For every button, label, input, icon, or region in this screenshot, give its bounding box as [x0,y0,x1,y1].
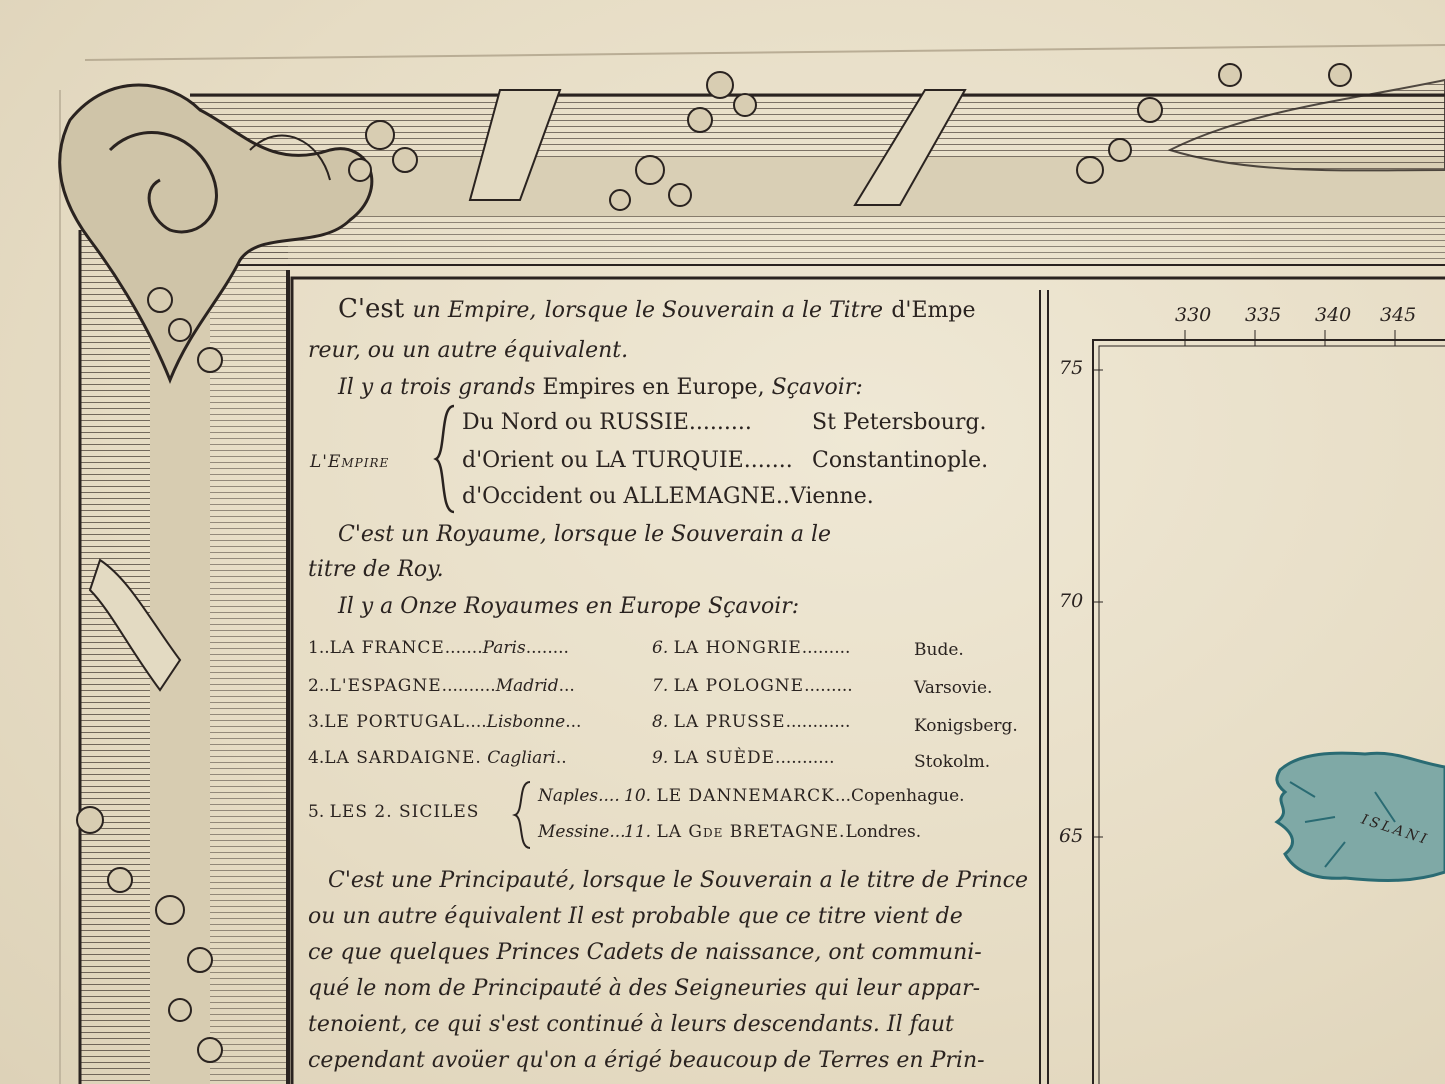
word-scavoir: Sçavoir: [771,375,863,400]
empire-name: d'Orient ou LA TURQUIE [462,448,744,473]
kingdom-number: 10. [624,786,652,806]
royaume-definition-line2: titre de Roy. [308,557,444,582]
kingdom-number: 5. [308,802,325,822]
description-panel [292,282,1044,1084]
map-area [1045,282,1445,1084]
latitude-75: 75 [1059,357,1084,379]
kingdom-name: L'ESPAGNE [329,676,442,696]
kingdom-name: LE DANNEMARCK [656,786,835,806]
kingdom-row-10 [624,786,965,806]
word-cest: C'est [338,294,405,324]
empire-row-allemagne [462,484,874,509]
kingdom-row-9 [652,748,835,768]
phrase-souverain: lorsque le Souverain a le Titre [544,298,884,323]
phrase-empires-europe: Empires en Europe, [542,375,765,400]
kingdom-name: LA PRUSSE [673,712,786,732]
principaute-line4: qué le nom de Principauté à des Seigneuries qui leur appar- [308,976,981,1001]
kingdom-capital: Paris [482,638,526,658]
kingdom-name: LES 2. SICILES [329,802,480,822]
kingdom-name: LA SUÈDE [673,748,776,768]
kingdom-number: 8. [652,712,669,732]
kingdom-row-1 [308,638,569,658]
kingdom-number: 6. [652,638,669,658]
principaute-line1: C'est une Principauté, lorsque le Souverain a le titre de Prince [328,868,1029,893]
brace-icon [432,404,460,514]
iceland-island [1277,753,1445,880]
leader-dots: ......... [688,410,752,435]
leader-dots: ... [565,712,582,732]
kingdom-number: 2.. [308,676,330,696]
capital-naples: Naples.... [538,786,620,806]
leader-dots: ........... [775,748,835,768]
leader-dots: ... [558,676,575,696]
capital-stokolm: Stokolm. [914,752,991,772]
leader-dots: .......... [441,676,496,696]
kingdom-number: 11. [624,822,652,842]
island-label: ISLANI [1359,811,1432,849]
empire-intro-line [338,375,863,400]
leader-dots: .... [465,712,487,732]
leader-dots: ......... [801,638,851,658]
phrase-trois-grands: Il y a trois grands [338,375,536,400]
leader-dots: ........ [525,638,569,658]
royaume-definition-line1: C'est un Royaume, lorsque le Souverain a le [338,522,832,547]
principaute-line2: ou un autre équivalent Il est probable que ce titre vient de [308,904,963,929]
empire-definition-line2: reur, ou un autre équivalent. [308,338,629,363]
principaute-line6: cependant avoüer qu'on a érigé beaucoup de Terres en Prin- [308,1048,985,1073]
kingdom-capital: Cagliari [487,748,556,768]
leader-dots: .. [555,748,567,768]
kingdom-row-3 [308,712,581,732]
longitude-335: 335 [1245,304,1282,326]
empire-name: Du Nord ou RUSSIE [462,410,689,435]
kingdom-row-7 [652,676,853,696]
capital-constantinople: Constantinople. [812,448,989,473]
kingdom-name: LE PORTUGAL [324,712,466,732]
leader-dots: ......... [804,676,853,696]
empire-row-russie [462,410,752,435]
kingdom-number: 4. [308,748,325,768]
leader-dots: .. [775,484,790,509]
kingdom-capital: Madrid [495,676,559,696]
kingdom-name: LA Gde BRETAGNE. [656,822,846,842]
kingdom-capital: Lisbonne [486,712,566,732]
word-empe: d'Empe [891,298,976,323]
longitude-330: 330 [1175,304,1212,326]
kingdom-row-2 [308,676,575,696]
longitude-340: 340 [1315,304,1352,326]
empire-definition-line1 [338,294,976,324]
principaute-line5: tenoient, ce qui s'est continué à leurs descendants. Il faut [308,1012,954,1037]
latitude-70: 70 [1059,590,1084,612]
empire-label: L'Empire [310,452,390,472]
leader-dots: ....... [743,448,793,473]
kingdom-name: LA HONGRIE [673,638,802,658]
leader-dots: ....... [444,638,483,658]
word-un-empire: un Empire, [412,298,537,323]
kingdom-row-11 [624,822,921,842]
capital-messine: Messine... [538,822,626,842]
brace-icon [512,780,534,850]
kingdom-row-4 [308,748,567,768]
kingdom-row-5 [308,802,479,822]
latitude-65: 65 [1059,825,1084,847]
kingdom-name: LA FRANCE [329,638,445,658]
capital-konigsberg: Konigsberg. [914,716,1018,736]
kingdom-number: 3. [308,712,325,732]
capital-londres: Londres. [845,822,922,842]
kingdom-name: LA SARDAIGNE. [324,748,482,768]
kingdom-row-6 [652,638,850,658]
royaume-intro-line: Il y a Onze Royaumes en Europe Sçavoir: [338,594,800,619]
longitude-345: 345 [1380,304,1417,326]
principaute-line3: ce que quelques Princes Cadets de naissance, ont communi- [308,940,982,965]
map-graticule [1045,282,1445,1084]
leader-dots: ............ [785,712,851,732]
kingdom-name: LA POLOGNE [673,676,805,696]
capital-st-petersbourg: St Petersbourg. [812,410,987,435]
kingdom-number: 9. [652,748,669,768]
empire-name: d'Occident ou ALLEMAGNE [462,484,776,509]
capital-varsovie: Varsovie. [914,678,993,698]
kingdom-number: 7. [652,676,669,696]
kingdom-number: 1.. [308,638,330,658]
capital-vienne: Vienne. [789,484,874,509]
empire-row-turquie [462,448,793,473]
capital-bude: Bude. [914,640,964,660]
kingdom-row-8 [652,712,850,732]
capital-copenhague: ...Copenhague. [834,786,965,806]
